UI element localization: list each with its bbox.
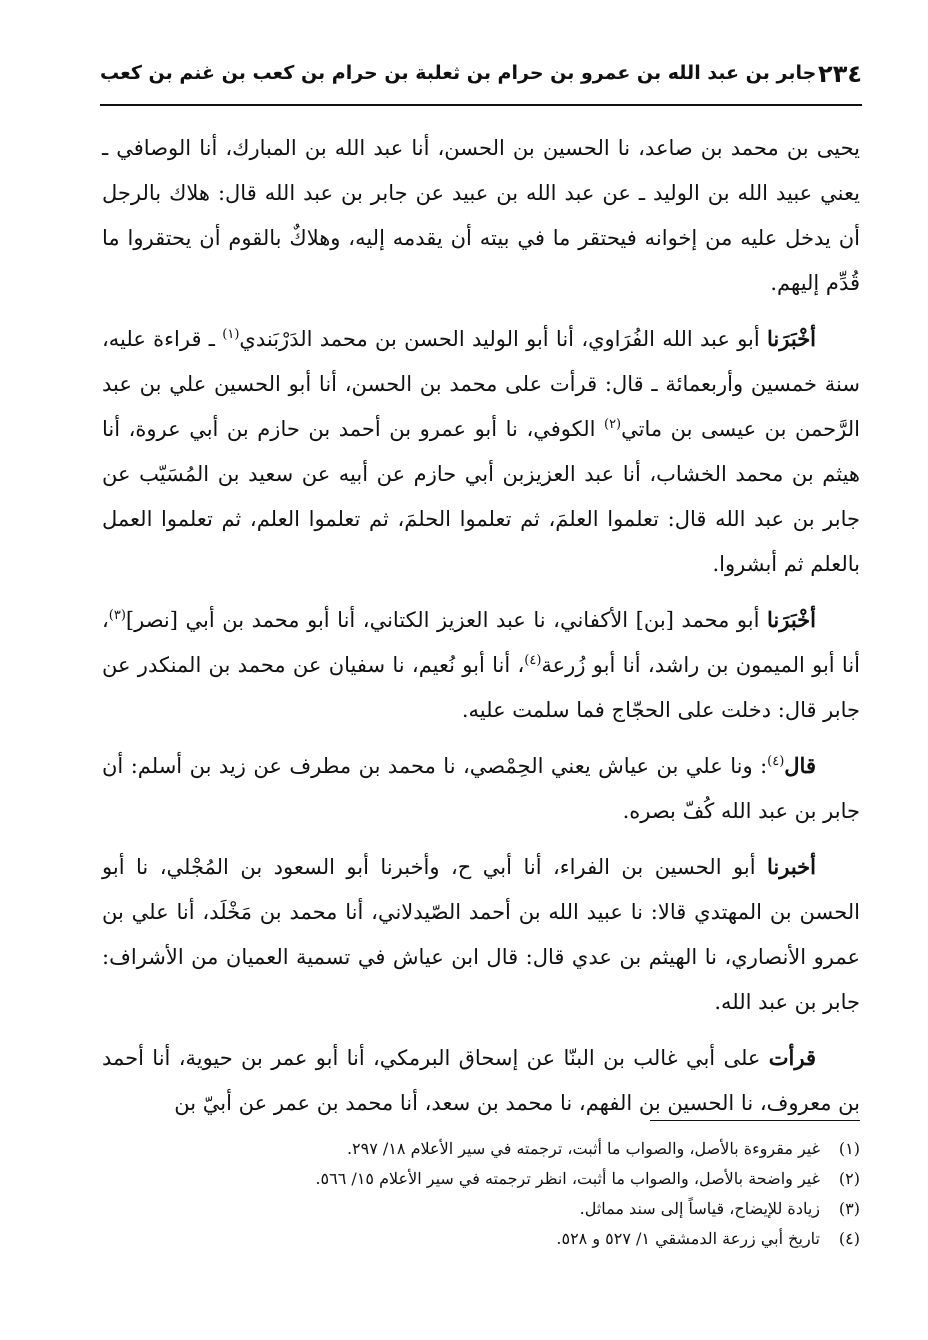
footnote-item <box>260 1134 860 1164</box>
footnote-text: زيادة للإيضاح، قياساً إلى سند مماثل. <box>579 1199 820 1218</box>
paragraph-text: أبو محمد [بن] الأكفاني، نا عبد العزيز الكتاني، أنا أبو محمد بن أبي [نصر] <box>125 608 768 632</box>
paragraph-4 <box>102 743 860 834</box>
footnote-item <box>260 1164 860 1194</box>
paragraph-lead: قال <box>784 753 816 778</box>
page-header <box>100 58 862 98</box>
paragraph-5 <box>102 844 860 1025</box>
paragraph-text: : ونا علي بن عياش يعني الحِمْصي، نا محمد بن مطرف عن زيد بن أسلم: أن جابر بن عبد الله كُفّ بصره. <box>102 754 860 823</box>
paragraph-lead: قرأت <box>768 1045 816 1070</box>
paragraph-text: يحيى بن محمد بن صاعد، نا الحسين بن الحسن، أنا عبد الله بن المبارك، أنا الوصافي ـ يعني عبيد الله بن الوليد ـ عن عبد الله بن عبيد عن جابر بن عبد الله قال: هلاك بالرجل أن يدخل عليه من إخوانه فيحتقر ما في بيته أن يقدمه إليه، وهلاكٌ بالقوم أن يحتقروا ما قُدِّم إليهم. <box>102 136 860 295</box>
page-number: ٢٣٤ <box>818 60 862 88</box>
running-title: جابر بن عبد الله بن عمرو بن حرام بن ثعلبة بن حرام بن كعب بن غنم بن كعب <box>100 62 817 84</box>
footnote-number: (١) <box>838 1139 860 1158</box>
paragraph-2 <box>102 316 860 587</box>
paragraph-text: ، أنا أبو نُعيم، نا سفيان عن محمد بن المنكدر عن جابر قال: دخلت على الحجّاج فما سلمت عليه. <box>102 653 860 722</box>
paragraph-text: ، أنا أبو الميمون بن راشد، أنا أبو زُرعة <box>102 608 861 677</box>
footnote-number: (٣) <box>838 1199 860 1218</box>
footnote-ref: (٣) <box>108 608 126 623</box>
footnote-rule <box>650 1120 860 1121</box>
footnote-number: (٢) <box>838 1169 860 1188</box>
paragraph-text: أبو عبد الله الفُرَاوي، أنا أبو الوليد الحسن بن محمد الدَرْبَندي <box>239 327 768 351</box>
paragraph-lead: أخبرنا <box>767 854 816 879</box>
paragraph-6 <box>102 1035 860 1126</box>
header-rule <box>100 104 862 106</box>
footnote-ref: (٢) <box>603 417 622 432</box>
main-text <box>102 126 860 1126</box>
footnote-ref: (١) <box>222 327 240 342</box>
footnote-text: غير واضحة بالأصل، والصواب ما أثبت، انظر ترجمته في سير الأعلام ١٥/ ٥٦٦. <box>315 1169 820 1188</box>
paragraph-lead: أخْبَرَنا <box>767 326 817 351</box>
paragraph-text: أبو الحسين بن الفراء، أنا أبي ح، وأخبرنا أبو السعود بن المُجْلي، نا أبو الحسن بن المهتدي قالا: نا عبيد الله بن أحمد الصّيدلاني، أنا محمد بن مَخْلَد، أنا علي بن عمرو الأنصاري، نا الهيثم بن عدي قال: قال ابن عياش في تسمية العميان من الأشراف: جابر بن عبد الله. <box>102 855 860 1014</box>
footnote-item <box>260 1194 860 1224</box>
paragraph-lead: أخْبَرَنا <box>767 607 816 632</box>
footnotes <box>260 1134 860 1254</box>
paragraph-3 <box>102 597 860 733</box>
footnote-item <box>260 1224 860 1254</box>
footnote-number: (٤) <box>838 1229 860 1248</box>
paragraph-1 <box>102 126 860 306</box>
paragraph-text: على أبي غالب بن البنّا عن إسحاق البرمكي، أنا أبو عمر بن حيوية، أنا أحمد بن معروف، نا الحسين بن الفهم، نا محمد بن سعد، أنا محمد بن عمر عن أبيّ بن <box>102 1046 860 1115</box>
footnote-text: غير مقروءة بالأصل، والصواب ما أثبت، ترجمته في سير الأعلام ١٨/ ٢٩٧. <box>346 1139 820 1158</box>
paragraph-text: الكوفي، نا أبو عمرو بن أحمد بن حازم بن أبي عروة، أنا هيثم بن محمد الخشاب، أنا عبد العزيزبن أبي حازم عن أبيه عن سعيد بن المُسَيّب عن جابر بن عبد الله قال: تعلموا العلمَ، ثم تعلموا الحلمَ، ثم تعلموا العلم، ثم تعلموا العمل بالعلم ثم أبشروا. <box>102 417 860 576</box>
footnote-ref: (٤) <box>524 653 542 668</box>
footnote-ref: (٤) <box>767 754 785 769</box>
paragraph-text: ـ قراءة عليه، سنة خمسين وأربعمائة ـ قال: قرأت على محمد بن الحسن، أنا أبو الحسين علي بن عبد الرَّحمن بن عيسى بن ماتي <box>102 327 860 441</box>
footnote-text: تاريخ أبي زرعة الدمشقي ١/ ٥٢٧ و ٥٢٨. <box>556 1229 820 1248</box>
